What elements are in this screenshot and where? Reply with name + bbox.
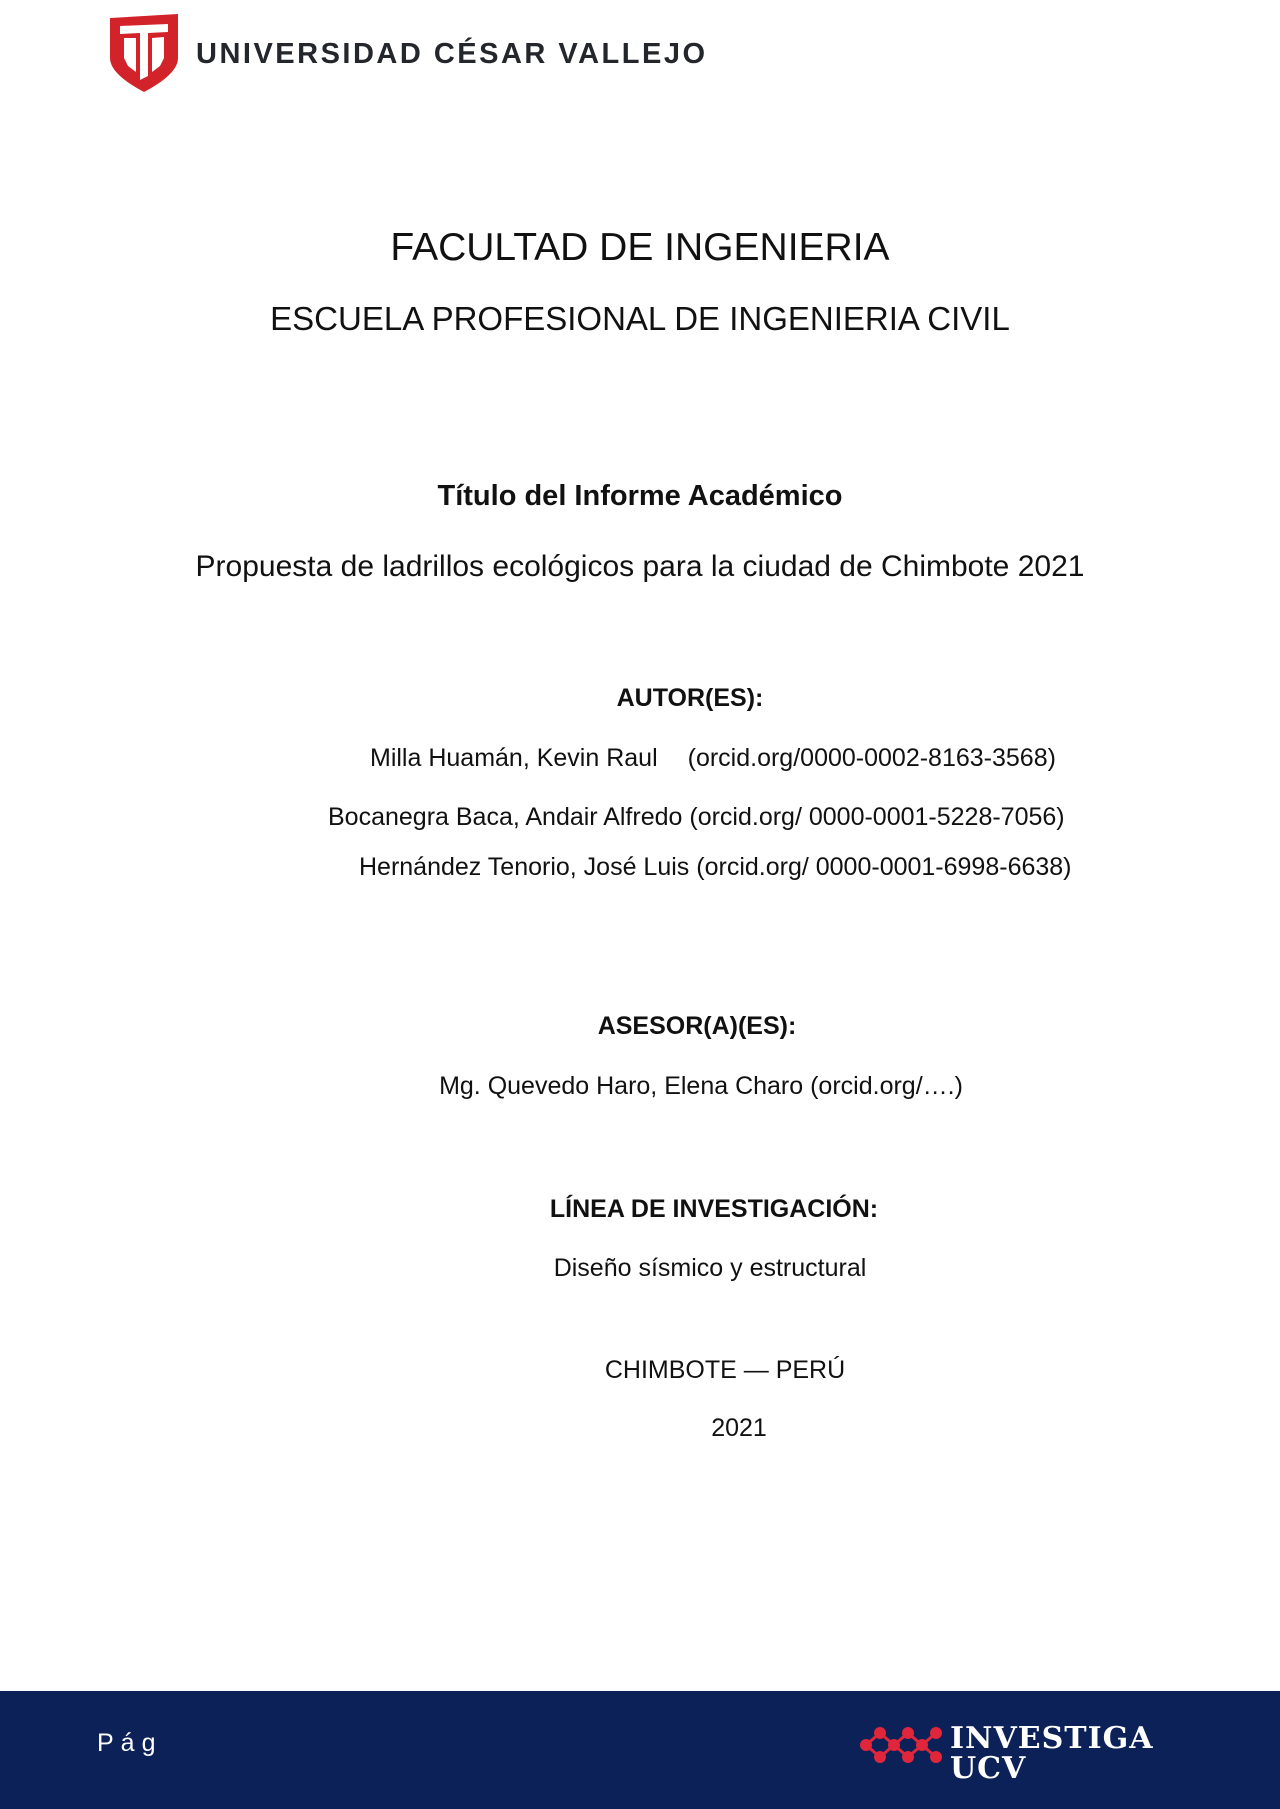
author-name: Hernández Tenorio, José Luis	[359, 853, 690, 881]
institution-name-logo: UNIVERSIDAD CÉSAR VALLEJO	[196, 38, 708, 70]
author-row	[370, 744, 1056, 773]
author-name: Milla Huamán, Kevin Raul	[370, 744, 658, 772]
faculty-heading: FACULTAD DE INGENIERIA	[390, 226, 890, 269]
year: 2021	[711, 1414, 767, 1442]
city-country: CHIMBOTE — PERÚ	[604, 1356, 846, 1384]
author-row	[359, 853, 1072, 882]
author-name: Bocanegra Baca, Andair Alfredo	[328, 803, 683, 831]
advisor-name: Mg. Quevedo Haro, Elena Charo (orcid.org/….)	[439, 1072, 963, 1100]
title-label: Título del Informe Académico	[437, 480, 843, 512]
research-line-value: Diseño sísmico y estructural	[553, 1254, 867, 1282]
research-line-label: LÍNEA DE INVESTIGACIÓN:	[549, 1195, 879, 1223]
report-title: Propuesta de ladrillos ecológicos para la ciudad de Chimbote 2021	[195, 550, 1085, 583]
network-dots-icon	[858, 1721, 942, 1769]
author-orcid: (orcid.org/0000-0002-8163-3568)	[687, 744, 1056, 772]
author-orcid: (orcid.org/ 0000-0001-6998-6638)	[696, 853, 1072, 881]
investiga-logo-line2: UCV	[950, 1751, 1027, 1786]
author-row	[328, 803, 1065, 832]
advisors-label: ASESOR(A)(ES):	[597, 1012, 797, 1040]
ucv-shield-logo	[110, 14, 178, 92]
page-footer	[0, 1691, 1280, 1809]
author-orcid: (orcid.org/ 0000-0001-5228-7056)	[689, 803, 1065, 831]
school-heading: ESCUELA PROFESIONAL DE INGENIERIA CIVIL	[270, 300, 1010, 337]
page-label: Pág	[97, 1729, 163, 1757]
authors-label: AUTOR(ES):	[616, 684, 764, 712]
investiga-logo-line1: INVESTIGA	[950, 1721, 1154, 1756]
